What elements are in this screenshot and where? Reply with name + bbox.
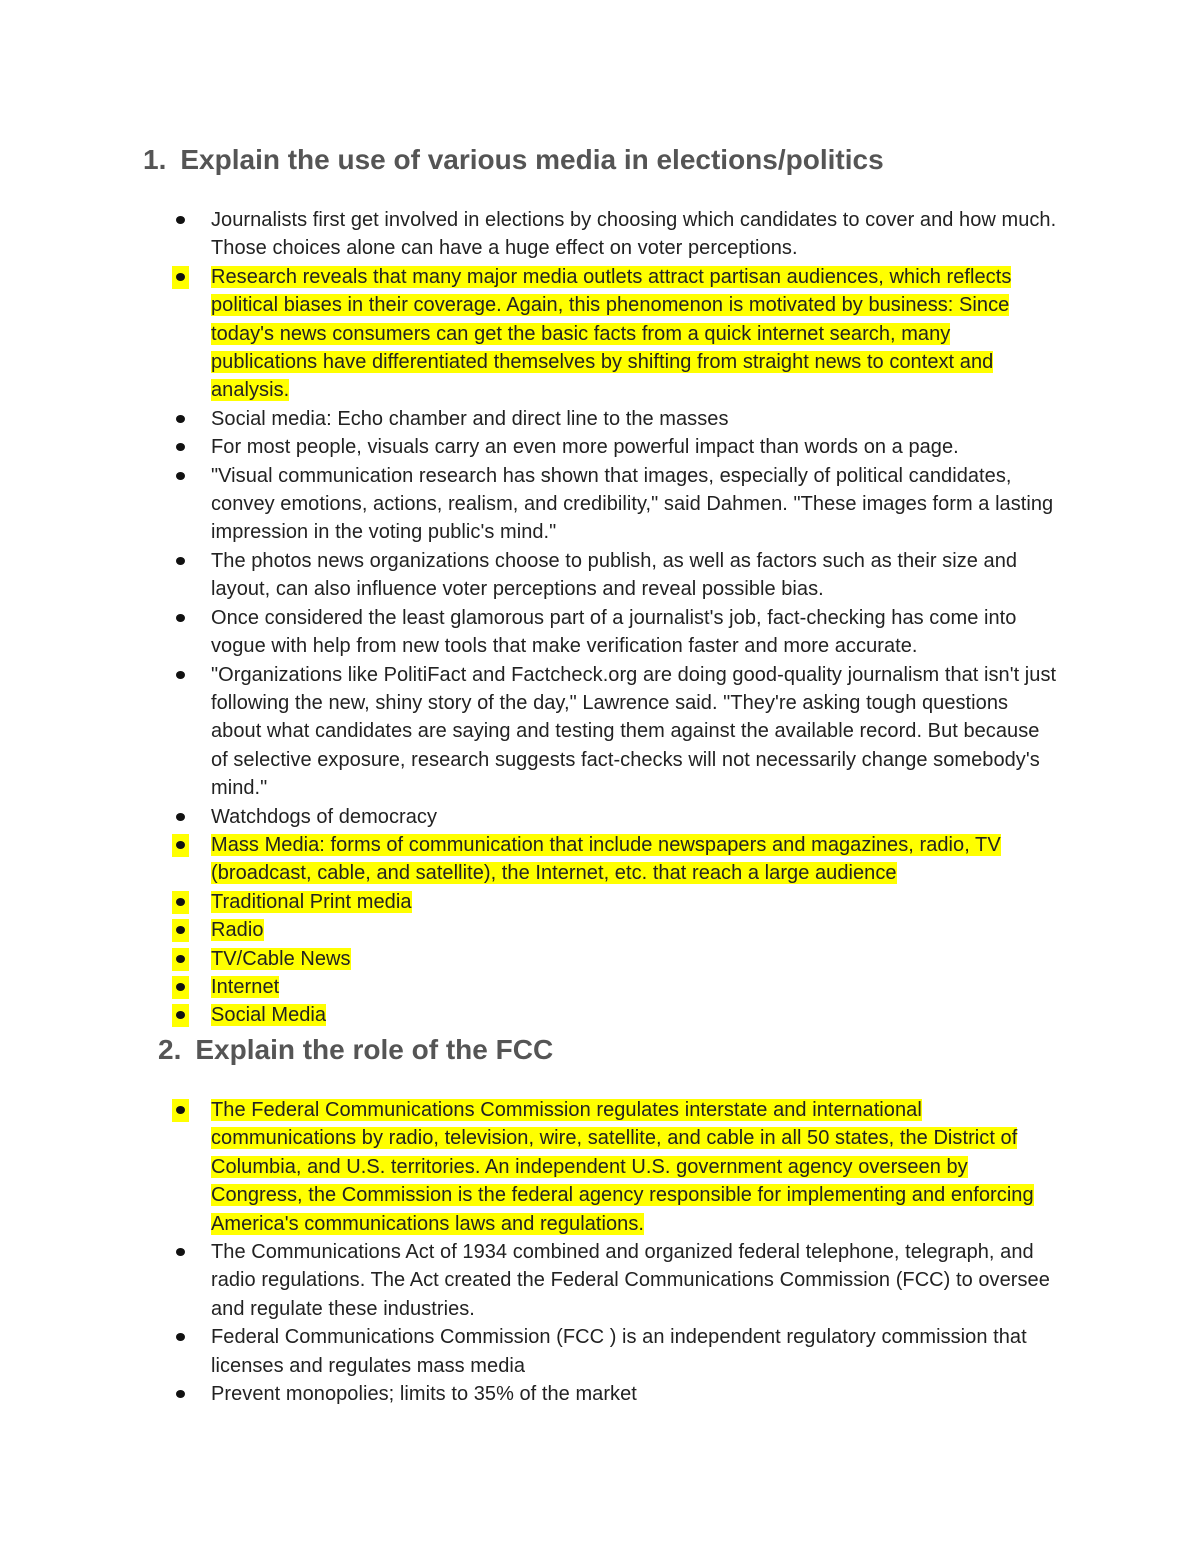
list-item-text: Social Media	[211, 1004, 327, 1027]
list-item-text: Internet	[211, 975, 280, 998]
list-item	[0, 547, 1061, 604]
section-2-title: Explain the role of the FCC	[195, 1034, 554, 1065]
bullet-icon	[176, 983, 185, 991]
section-2-number: 2.	[158, 1034, 182, 1065]
list-item	[0, 661, 1061, 803]
list-item-text: Mass Media: forms of communication that include newspapers and magazines, radio, TV (broadcast, cable, and satellite), the Internet, etc. that reach a large audience	[211, 833, 1001, 885]
list-item	[0, 1001, 1061, 1029]
list-item-text: The Federal Communications Commission regulates interstate and international communications by radio, television, wire, satellite, and cable in all 50 states, the District of Columbia, and U.S. territories. An independent U.S. government agency overseen by Congress, the Commission is the federal agency responsible for implementing and enforcing America's communications laws and regulations.	[211, 1099, 1034, 1235]
list-item-text: Prevent monopolies; limits to 35% of the market	[211, 1383, 637, 1406]
list-item	[0, 206, 1061, 263]
bullet-icon	[176, 1390, 185, 1398]
section-1-title: Explain the use of various media in elections/politics	[180, 144, 884, 175]
list-item	[0, 263, 1061, 405]
list-item	[0, 831, 1061, 888]
bullet-icon	[176, 813, 185, 821]
list-item	[0, 1323, 1061, 1380]
list-item-text: "Organizations like PolitiFact and Factcheck.org are doing good-quality journalism that isn't just following the new, shiny story of the day," Lawrence said. "They're asking tough questions about what candidates are saying and testing them against the available record. But because of selective exposure, research suggests fact-checks will not necessarily change somebody's mind."	[211, 663, 1057, 800]
section-1-number: 1.	[143, 144, 167, 175]
list-item	[0, 973, 1061, 1001]
list-item	[0, 433, 1061, 461]
section-2-list	[0, 1096, 1200, 1408]
bullet-icon	[176, 472, 185, 480]
list-item-text: For most people, visuals carry an even more powerful impact than words on a page.	[211, 436, 959, 459]
list-item	[0, 916, 1061, 944]
list-item-text: Traditional Print media	[211, 890, 412, 913]
bullet-icon	[176, 415, 185, 423]
bullet-icon	[176, 1106, 185, 1114]
bullet-icon	[176, 614, 185, 622]
bullet-icon	[176, 1248, 185, 1256]
list-item	[0, 888, 1061, 916]
bullet-icon	[176, 841, 185, 849]
section-1-heading	[143, 143, 884, 177]
list-item-text: Journalists first get involved in elections by choosing which candidates to cover and how much. Those choices alone can have a huge effect on voter perceptions.	[211, 209, 1057, 260]
bullet-icon	[176, 671, 185, 679]
bullet-icon	[176, 557, 185, 565]
list-item-text: "Visual communication research has shown that images, especially of political candidates, convey emotions, actions, realism, and credibility," said Dahmen. "These images form a lasting impression in the voting public's mind."	[211, 464, 1054, 544]
bullet-icon	[176, 273, 185, 281]
section-1-list	[0, 206, 1200, 1030]
bullet-icon	[176, 1333, 185, 1341]
list-item-text: The Communications Act of 1934 combined and organized federal telephone, telegraph, and radio regulations. The Act created the Federal Communications Commission (FCC) to oversee and regulate these industries.	[211, 1241, 1050, 1320]
list-item-text: Radio	[211, 919, 264, 942]
list-item	[0, 462, 1061, 547]
list-item	[0, 1238, 1061, 1323]
bullet-icon	[176, 216, 185, 224]
bullet-icon	[176, 443, 185, 451]
list-item	[0, 405, 1061, 433]
list-item	[0, 604, 1061, 661]
list-item	[0, 945, 1061, 973]
list-item-text: The photos news organizations choose to publish, as well as factors such as their size and layout, can also influence voter perceptions and reveal possible bias.	[211, 549, 1018, 601]
list-item-text: TV/Cable News	[211, 947, 351, 970]
list-item	[0, 1096, 1061, 1238]
list-item-text: Watchdogs of democracy	[211, 805, 438, 828]
list-item	[0, 803, 1061, 831]
list-item-text: Social media: Echo chamber and direct line to the masses	[211, 407, 729, 430]
list-item	[0, 1380, 1061, 1408]
list-item-text: Federal Communications Commission (FCC ) is an independent regulatory commission that licenses and regulates mass media	[211, 1326, 1027, 1377]
bullet-icon	[176, 955, 185, 963]
list-item-text: Once considered the least glamorous part of a journalist's job, fact-checking has come into vogue with help from new tools that make verification faster and more accurate.	[211, 606, 1017, 658]
list-item-text: Research reveals that many major media outlets attract partisan audiences, which reflects political biases in their coverage. Again, this phenomenon is motivated by business: Since today's news consumers can get the basic facts from a quick internet search, many publications have differentiated themselves by shifting from straight news to context and analysis.	[211, 265, 1012, 402]
bullet-icon	[176, 898, 185, 906]
section-2-heading	[158, 1033, 553, 1067]
